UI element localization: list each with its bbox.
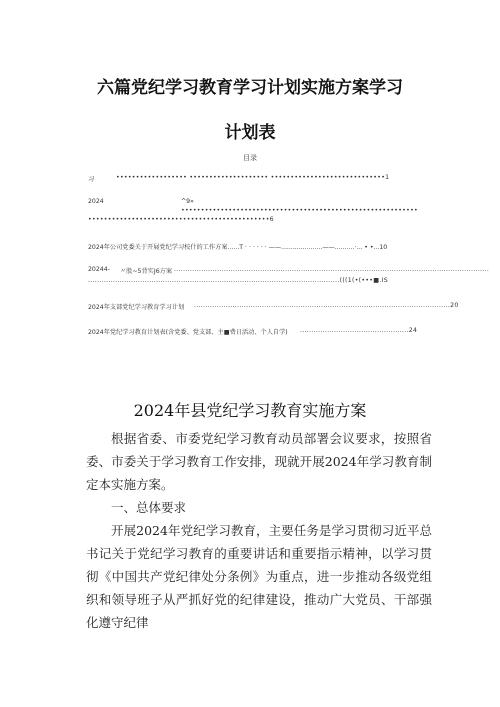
toc-entry-leader: ••••••••••••••••••••••••••••••••••••••••••••••6 <box>88 216 274 223</box>
section-heading: 一、总体要求 <box>111 500 187 515</box>
section-title: 2024年县党纪学习教育实施方案 <box>133 401 367 420</box>
toc-entry[interactable] <box>88 174 433 183</box>
toc-entry-leader: .................................................................................................................20 <box>194 302 459 309</box>
toc-entry-label: 2024年支部党纪学习教育学习计划 <box>88 304 185 311</box>
document-title-line-1: 六篇党纪学习教育学习计划实施方案学习 <box>97 78 403 98</box>
body-paragraph: 开展2024年党纪学习教育，主要任务是学习贯彻习近平总书记关于党纪学习教育的重要讲话和重要指示精神，以学习贯彻《中国共产党纪律处分条例》为重点，进一步推动各级党组织和领导班子从严抓好党的纪律建设，推动广大党员、干部强化遵守纪律 <box>86 523 432 630</box>
toc-heading: 目录 <box>243 154 257 162</box>
toc-entry[interactable] <box>88 198 433 205</box>
toc-entry-continuation <box>88 216 433 223</box>
toc-entry-leader: ...............................................................................................................(((1(•(•••■.IS <box>88 277 388 284</box>
toc-entry-continuation <box>88 277 433 284</box>
toc-entry[interactable] <box>88 266 490 275</box>
toc-entry[interactable] <box>88 327 433 336</box>
toc-entry-leader: •••••••••••••••••• •••••••••••••••••••• •••••••••••••••••••••••••••••1 <box>116 174 390 181</box>
toc-entry[interactable] <box>88 302 459 311</box>
toc-entry-label: 2024 <box>88 198 104 205</box>
toc-entry[interactable] <box>88 242 433 251</box>
toc-entry-label: 2024年公司党委关于开展党纪学习校什的工作方案......T · · · · · · ——.....................——..........·... • •...10 <box>88 244 388 251</box>
toc-entry-leader: ................................................24 <box>300 327 418 334</box>
toc-entry-leader: •••••••••••••••••••••••••••••••••••••••••••••••••••••••••••• <box>181 207 418 214</box>
toc-entry-mid: ^9» <box>181 198 194 205</box>
toc-entry-label: 20244- <box>88 266 110 273</box>
toc-entry-mid: 〃股~5背实J6方案 <box>120 268 173 275</box>
body-paragraph: 根据省委、市委党纪学习教育动员部署会议要求，按照省委、市委关于学习教育工作安排，现就开展2024年学习教育制定本实施方案。 <box>86 431 432 492</box>
toc-entry-leader-row <box>181 207 433 214</box>
document-title-line-2: 计划表 <box>224 123 276 143</box>
toc-entry-leader: ........................................................................................................................................... <box>174 266 490 273</box>
toc-entry-label: 习 <box>88 176 95 183</box>
toc-entry-label: 2024年党纪学习教育计划表(含党委、党支部、主■费日活动、个人自学) <box>88 329 288 336</box>
